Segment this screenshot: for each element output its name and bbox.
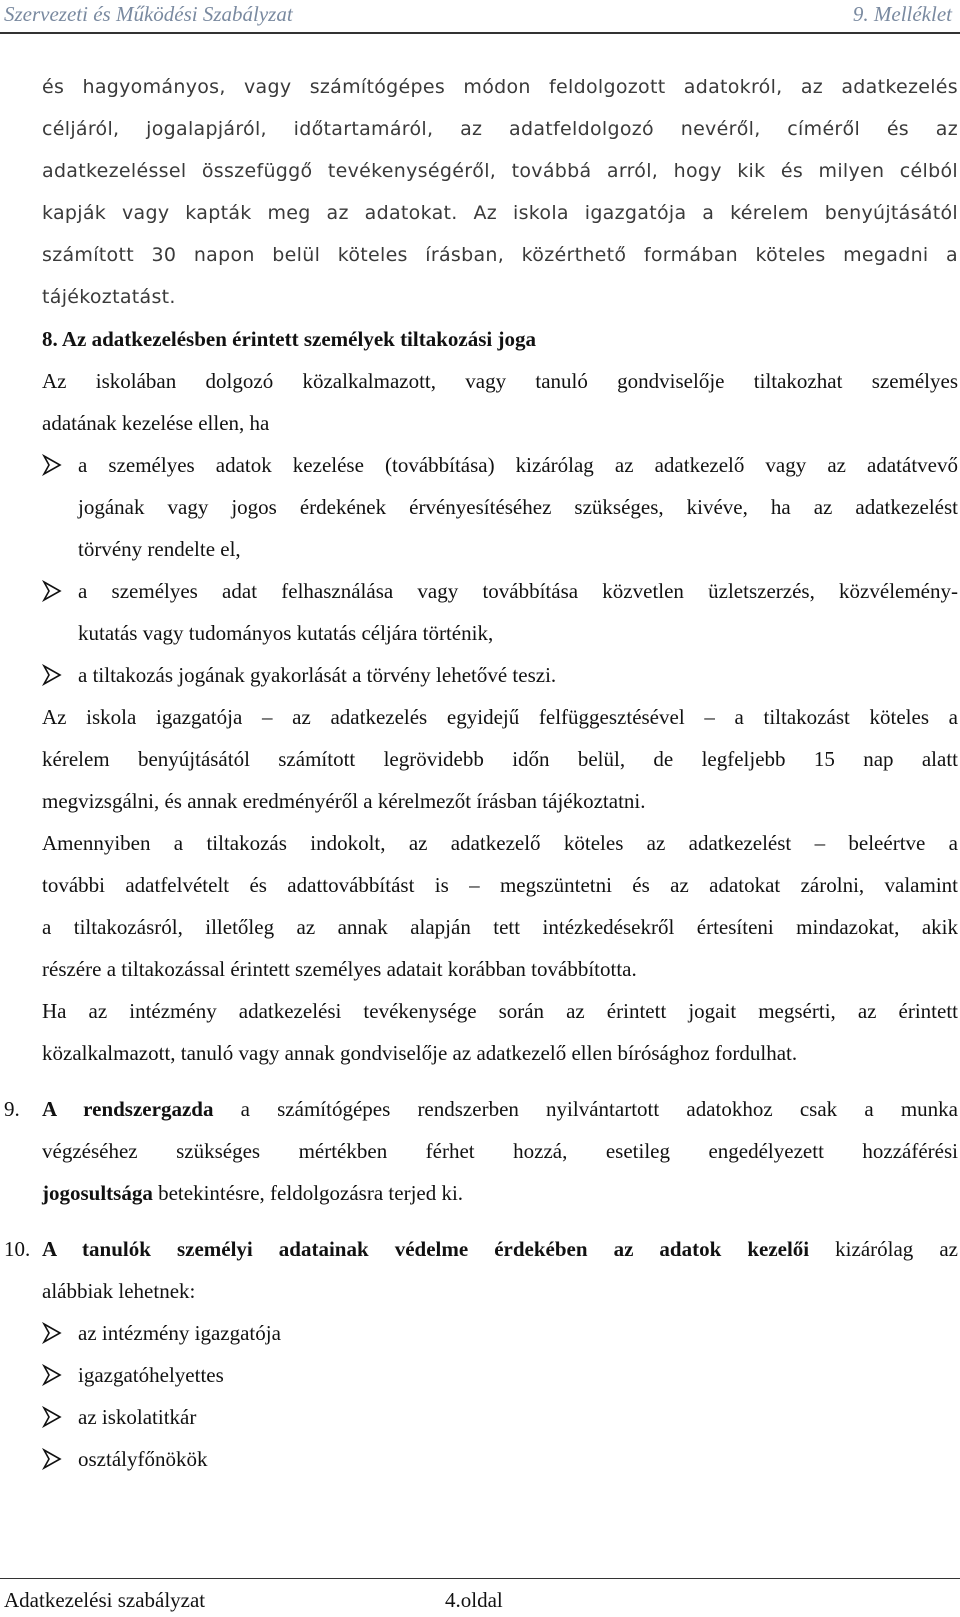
- text-line: Az iskola igazgatója – az adatkezelés egyidejű felfüggesztésével – a tiltakozást köteles a: [42, 705, 958, 729]
- text-line: kapják vagy kapták meg az adatokat. Az iskola igazgatója a kérelem benyújtásától: [42, 202, 958, 224]
- bold-term: A rendszergazda: [42, 1097, 214, 1121]
- text-line: számított 30 napon belül köteles írásban, közérthető formában köteles megadni a: [42, 244, 958, 266]
- text-line: [42, 1236, 958, 1262]
- section-number: 9.: [4, 1097, 20, 1121]
- text-line: a tiltakozásról, illetőleg az annak alapján tett intézkedésekről értesíteni mindazokat, akik: [42, 915, 958, 939]
- bold-term: A tanulók személyi adatainak védelme érdekében az adatok kezelői: [42, 1237, 810, 1261]
- text-span: kizárólag az: [809, 1237, 958, 1261]
- text-line: Ha az intézmény adatkezelési tevékenysége során az érintett jogait megsérti, az érintett: [42, 999, 958, 1023]
- text-span: a számítógépes rendszerben nyilvántartott adatokhoz csak a munka: [213, 1097, 959, 1121]
- text-line: [42, 1180, 958, 1206]
- text-line: [42, 1096, 958, 1122]
- header-divider: [0, 32, 960, 34]
- list-item: igazgatóhelyettes: [78, 1363, 224, 1387]
- text-line: kérelem benyújtásától számított legrövidebb időn belül, de legfeljebb 15 nap alatt: [42, 747, 958, 771]
- list-item-line: a személyes adat felhasználása vagy továbbítása közvetlen üzletszerzés, közvélemény-: [78, 579, 958, 603]
- header-document-title: Szervezeti és Működési Szabályzat: [4, 2, 293, 26]
- text-line: Az iskolában dolgozó közalkalmazott, vagy tanuló gondviselője tiltakozhat személyes: [42, 369, 958, 393]
- list-item: osztályfőnökök: [78, 1447, 208, 1471]
- text-line: végzéséhez szükséges mértékben férhet hozzá, esetileg engedélyezett hozzáférési: [42, 1139, 958, 1163]
- section-number: 10.: [4, 1237, 31, 1261]
- text-line: részére a tiltakozással érintett személyes adatait korábban továbbította.: [42, 957, 637, 981]
- arrow-bullet-icon: [42, 580, 62, 602]
- arrow-bullet-icon: [42, 1448, 62, 1470]
- header-appendix-label: 9. Melléklet: [852, 2, 952, 26]
- list-item: az intézmény igazgatója: [78, 1321, 281, 1345]
- text-line: további adatfelvételt és adattovábbítást is – megszüntetni és az adatokat zárolni, valamint: [42, 873, 958, 897]
- text-line: adatkezeléssel összefüggő tevékenységéről, továbbá arról, hogy kik és milyen célból: [42, 160, 958, 182]
- text-line: és hagyományos, vagy számítógépes módon feldolgozott adatokról, az adatkezelés: [42, 76, 958, 98]
- arrow-bullet-icon: [42, 664, 62, 686]
- text-line: céljáról, jogalapjáról, időtartamáról, az adatfeldolgozó nevéről, címéről és az: [42, 118, 958, 140]
- arrow-bullet-icon: [42, 1406, 62, 1428]
- list-item-line: törvény rendelte el,: [78, 537, 241, 561]
- arrow-bullet-icon: [42, 1364, 62, 1386]
- list-item-line: jogának vagy jogos érdekének érvényesítéséhez szükséges, kivéve, ha az adatkezelést: [78, 495, 958, 519]
- list-item-line: kutatás vagy tudományos kutatás céljára történik,: [78, 621, 494, 645]
- arrow-bullet-icon: [42, 454, 62, 476]
- text-span: betekintésre, feldolgozásra terjed ki.: [152, 1181, 464, 1205]
- text-line: megvizsgálni, és annak eredményéről a kérelmezőt írásban tájékoztatni.: [42, 789, 646, 813]
- text-line: Amennyiben a tiltakozás indokolt, az adatkezelő köteles az adatkezelést – beleértve a: [42, 831, 958, 855]
- footer-divider: [0, 1578, 960, 1579]
- footer-document-name: Adatkezelési szabályzat: [4, 1588, 206, 1612]
- list-item-line: a személyes adatok kezelése (továbbítása) kizárólag az adatkezelő vagy az adatátvevő: [78, 453, 958, 477]
- text-line: tájékoztatást.: [42, 286, 176, 308]
- section-heading: 8. Az adatkezelésben érintett személyek tiltakozási joga: [42, 327, 536, 351]
- bold-term: jogosultsága: [42, 1181, 153, 1205]
- list-item-line: a tiltakozás jogának gyakorlását a törvény lehetővé teszi.: [78, 663, 557, 687]
- text-line: közalkalmazott, tanuló vagy annak gondviselője az adatkezelő ellen bírósághoz fordulhat.: [42, 1041, 798, 1065]
- text-line: alábbiak lehetnek:: [42, 1279, 196, 1303]
- page-header: [0, 0, 960, 40]
- arrow-bullet-icon: [42, 1322, 62, 1344]
- page-number: 4.oldal: [445, 1588, 503, 1612]
- text-line: adatának kezelése ellen, ha: [42, 411, 270, 435]
- list-item: az iskolatitkár: [78, 1405, 197, 1429]
